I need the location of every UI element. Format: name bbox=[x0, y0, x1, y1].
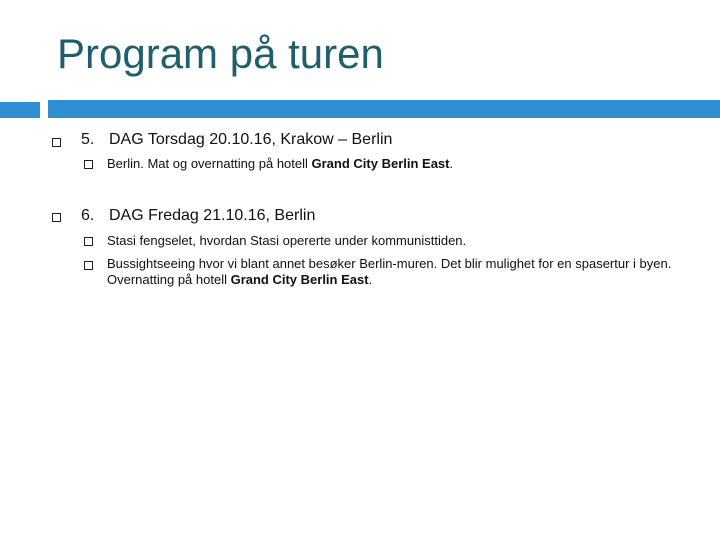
bullet-square-icon bbox=[84, 237, 93, 246]
accent-bar-right bbox=[48, 100, 720, 118]
slide-title: Program på turen bbox=[57, 30, 384, 77]
item-text: Stasi fengselet, hvordan Stasi opererte under kommunisttiden. bbox=[107, 233, 467, 248]
bullet-square-icon bbox=[84, 160, 93, 169]
bullet-square-icon bbox=[84, 261, 93, 270]
item-tail: . bbox=[368, 272, 373, 287]
section-number: 6. bbox=[81, 207, 95, 224]
list-item bbox=[107, 233, 692, 249]
hotel-name: Grand City Berlin East bbox=[311, 156, 450, 171]
list-item bbox=[107, 256, 692, 288]
item-tail: . bbox=[449, 156, 454, 171]
bullet-square-icon bbox=[52, 213, 61, 222]
section-heading-text: DAG Fredag 21.10.16, Berlin bbox=[109, 207, 316, 224]
section-heading-day5 bbox=[81, 131, 392, 149]
hotel-name: Grand City Berlin East bbox=[230, 272, 369, 287]
accent-bar-left bbox=[0, 102, 40, 118]
section-heading-text: DAG Torsdag 20.10.16, Krakow – Berlin bbox=[109, 131, 393, 148]
list-item bbox=[107, 156, 692, 172]
section-heading-day6 bbox=[81, 207, 315, 225]
bullet-square-icon bbox=[52, 138, 61, 147]
item-text: Berlin. Mat og overnatting på hotell bbox=[107, 156, 312, 171]
item-text: Bussightseeing hvor vi blant annet besøker Berlin-muren. Det blir mulighet for en spasertur i byen. Overnatting på hotell bbox=[107, 256, 672, 287]
section-number: 5. bbox=[81, 131, 95, 148]
